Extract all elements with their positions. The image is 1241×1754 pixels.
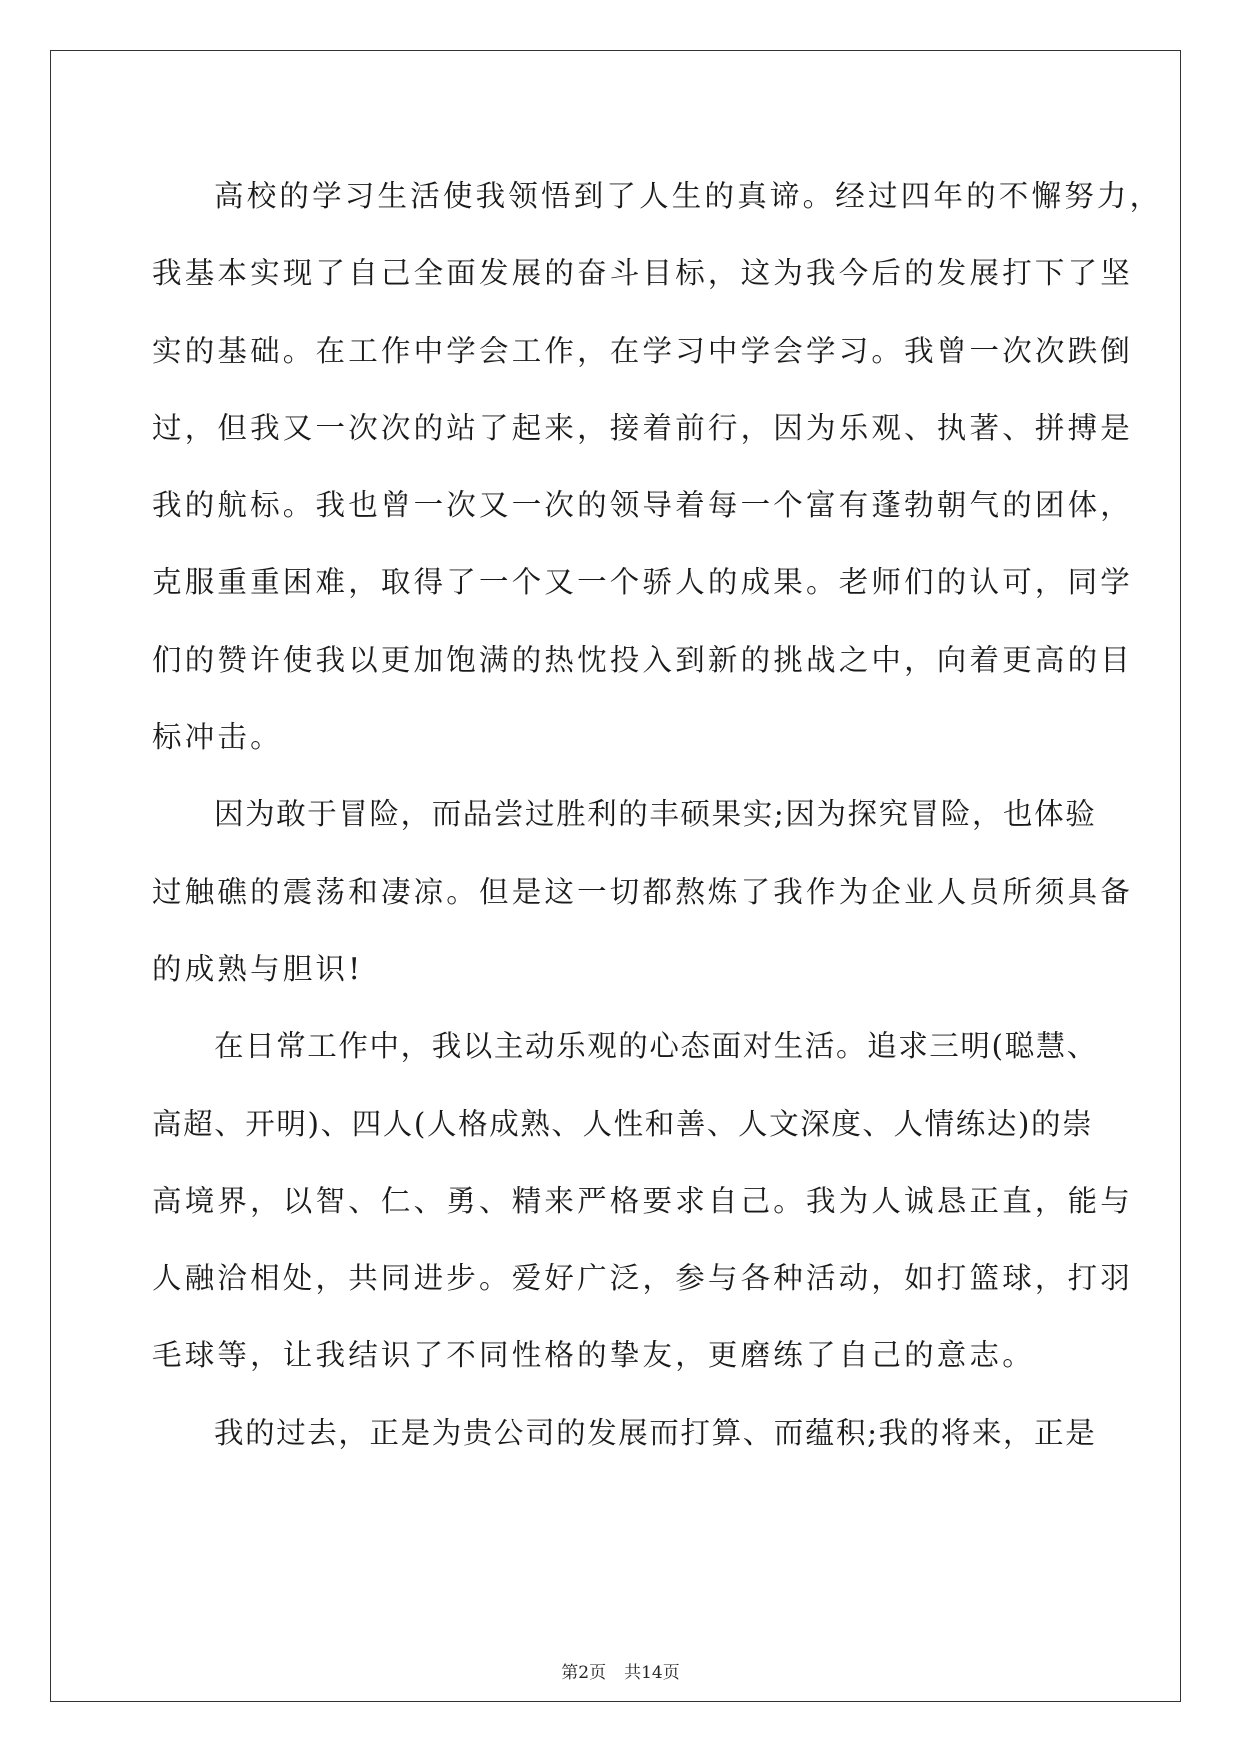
- text-line: 因为敢于冒险，而品尝过胜利的丰硕果实;因为探究冒险，也体验: [214, 797, 1097, 832]
- text-line: 高超、开明)、四人(人格成熟、人性和善、人文深度、人情练达)的崇: [152, 1106, 1094, 1141]
- page-number: 第2页: [561, 1663, 607, 1683]
- text-line: 人融洽相处，共同进步。爱好广泛，参与各种活动，如打篮球，打羽: [152, 1261, 1134, 1296]
- page-footer: [0, 1658, 1241, 1683]
- text-line: 过，但我又一次次的站了起来，接着前行，因为乐观、执著、拼搏是: [152, 410, 1134, 445]
- text-line: 过触礁的震荡和凄凉。但是这一切都熬炼了我作为企业人员所须具备: [152, 874, 1134, 909]
- text-line: 我的过去，正是为贵公司的发展而打算、而蕴积;我的将来，正是: [214, 1415, 1097, 1450]
- text-line: 在日常工作中，我以主动乐观的心态面对生活。追求三明(聪慧、: [214, 1029, 1098, 1064]
- text-line: 我基本实现了自己全面发展的奋斗目标，这为我今后的发展打下了坚: [152, 256, 1134, 291]
- text-line: 高校的学习生活使我领悟到了人生的真谛。经过四年的不懈努力，: [214, 179, 1163, 213]
- text-line: 的成熟与胆识!: [152, 951, 364, 986]
- text-line: 高境界，以智、仁、勇、精来严格要求自己。我为人诚恳正直，能与: [152, 1183, 1134, 1218]
- document-body: [152, 158, 1163, 1472]
- text-line: 我的航标。我也曾一次又一次的领导着每一个富有蓬勃朝气的团体，: [152, 488, 1134, 523]
- text-line: 们的赞许使我以更加饱满的热忱投入到新的挑战之中，向着更高的目: [152, 642, 1134, 677]
- text-line: 克服重重困难，取得了一个又一个骄人的成果。老师们的认可，同学: [152, 565, 1134, 600]
- page-total: 共14页: [624, 1663, 680, 1683]
- text-line: 实的基础。在工作中学会工作，在学习中学会学习。我曾一次次跌倒: [152, 333, 1134, 368]
- text-line: 标冲击。: [152, 720, 283, 755]
- text-line: 毛球等，让我结识了不同性格的挚友，更磨练了自己的意志。: [152, 1338, 1035, 1373]
